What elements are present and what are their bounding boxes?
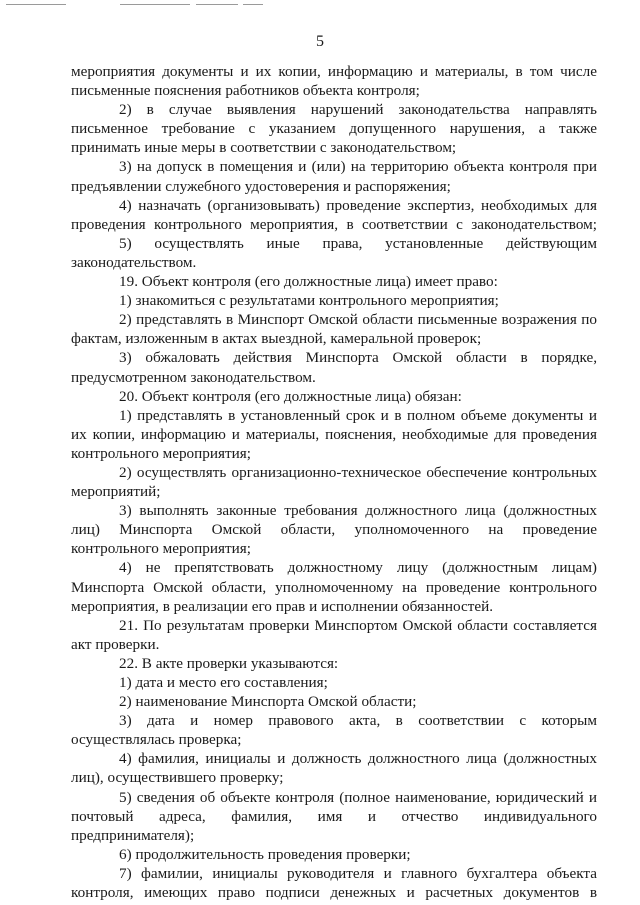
text-line: фактам, изложенным в актах выездной, камеральной проверок; (71, 330, 482, 348)
scan-artifact-line (6, 4, 66, 5)
text-line: законодательством. (71, 253, 197, 271)
text-line: 5) сведения об объекте контроля (полное наименование, юридический и (119, 788, 597, 806)
text-line: 4) не препятствовать должностному лицу (должностным лицам) (119, 559, 597, 577)
scan-artifact-line (196, 4, 238, 5)
text-line: 1) знакомиться с результатами контрольного мероприятия; (119, 292, 499, 310)
text-line: контрольного мероприятия; (71, 444, 251, 462)
text-line: предъявлении служебного удостоверения и распоряжения; (71, 177, 451, 195)
text-line: 3) дата и номер правового акта, в соответствии с которым (119, 712, 597, 730)
text-line: принимать иные меры в соответствии с законодательством; (71, 139, 457, 157)
text-line: почтовый адреса, фамилия, имя и отчество индивидуального (71, 807, 597, 825)
text-line: контрольного мероприятия; (71, 540, 251, 558)
text-line: 2) наименование Минспорта Омской области; (119, 693, 417, 711)
text-line: контроля, имеющих право подписи денежных и расчетных документов в (71, 884, 597, 902)
text-line: предусмотренном законодательством. (71, 368, 316, 386)
text-line: мероприятия документы и их копии, информацию и материалы, в том числе (71, 63, 597, 80)
text-line: 2) в случае выявления нарушений законодательства направлять (119, 101, 597, 119)
text-line: 3) выполнять законные требования должностного лица (должностных (119, 502, 597, 520)
text-line: 4) фамилия, инициалы и должность должностного лица (должностных (119, 750, 597, 768)
document-body (71, 62, 597, 902)
text-line: 22. В акте проверки указываются: (119, 654, 339, 672)
text-line: Минспорта Омской области, уполномоченному на проведение контрольного (71, 578, 597, 596)
text-line: 3) на допуск в помещения и (или) на территорию объекта контроля при (119, 158, 597, 176)
text-line: 7) фамилии, инициалы руководителя и главного бухгалтера объекта (119, 864, 597, 882)
text-line: 19. Объект контроля (его должностные лица) имеет право: (119, 273, 498, 291)
text-line: 3) обжаловать действия Минспорта Омской области в порядке, (119, 349, 597, 367)
text-line: 5) осуществлять иные права, установленные действующим (119, 234, 597, 252)
text-line: осуществлялась проверка; (71, 731, 242, 749)
text-line: 1) дата и место его составления; (119, 674, 328, 691)
text-line: 21. По результатам проверки Минспортом Омской области составляется (119, 616, 597, 634)
text-line: 1) представлять в установленный срок и в полном объеме документы и (119, 406, 597, 424)
text-line: мероприятия, в реализации его прав и исполнении обязанностей. (71, 597, 494, 615)
text-line: письменное требование с указанием допущенного нарушения, а также (71, 120, 597, 138)
text-line: 6) продолжительность проведения проверки; (119, 845, 411, 863)
text-line: предпринимателя); (71, 826, 195, 844)
text-line: их копии, информацию и материалы, пояснения, необходимые для проведения (71, 425, 597, 443)
text-line: 2) осуществлять организационно-техническое обеспечение контрольных (119, 463, 597, 481)
page-number: 5 (316, 33, 324, 50)
text-line: лиц), осуществившего проверку; (71, 769, 284, 787)
text-line: лиц) Минспорта Омской области, уполномоченного на проведение (71, 521, 597, 539)
text-line: 2) представлять в Минспорт Омской области письменные возражения по (119, 311, 597, 329)
text-line: мероприятий; (71, 483, 161, 501)
text-line: акт проверки. (71, 635, 160, 653)
text-line: проведения контрольного мероприятия, в соответствии с законодательством; (71, 215, 597, 233)
text-line: 20. Объект контроля (его должностные лица) обязан: (119, 387, 462, 405)
scan-artifact-line (120, 4, 190, 5)
text-line: 4) назначать (организовывать) проведение экспертиз, необходимых для (119, 196, 597, 214)
scan-artifact-line (243, 4, 263, 5)
text-line: письменные пояснения работников объекта контроля; (71, 82, 420, 100)
